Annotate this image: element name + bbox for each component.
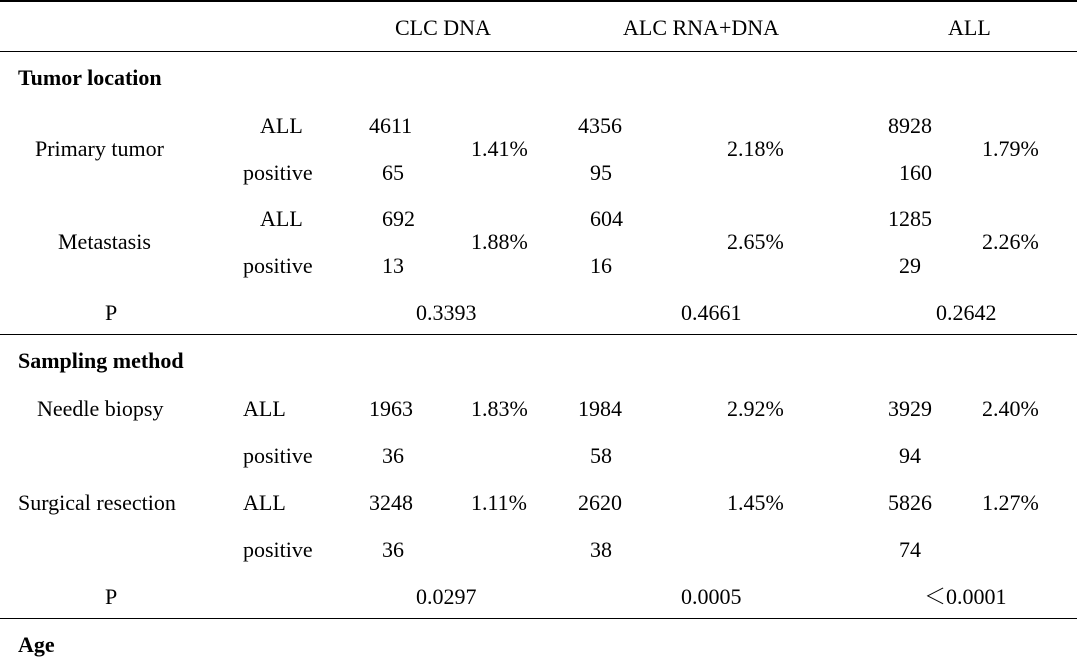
- alc-percent: 1.45%: [727, 490, 784, 515]
- all-count: 8928: [888, 113, 932, 138]
- group-label-needle-biopsy: Needle biopsy: [37, 396, 164, 421]
- clc-percent: 1.41%: [471, 136, 528, 161]
- row-type: positive: [243, 160, 313, 185]
- p-value-alc: 0.0005: [681, 584, 742, 609]
- group-label-primary-tumor: Primary tumor: [35, 136, 164, 161]
- p-value-clc: 0.3393: [416, 300, 477, 325]
- alc-count: 604: [590, 206, 623, 231]
- all-percent: 1.79%: [982, 136, 1039, 161]
- alc-percent: 2.92%: [727, 396, 784, 421]
- alc-count: 2620: [578, 490, 622, 515]
- section-title-tumor-location: Tumor location: [18, 65, 162, 90]
- clc-count: 692: [382, 206, 415, 231]
- row-type: ALL: [243, 490, 286, 515]
- all-count: 160: [899, 160, 932, 185]
- all-count: 74: [899, 537, 921, 562]
- alc-count: 95: [590, 160, 612, 185]
- header-clc-dna: CLC DNA: [395, 15, 491, 40]
- all-count: 29: [899, 253, 921, 278]
- alc-percent: 2.65%: [727, 229, 784, 254]
- row-type: positive: [243, 443, 313, 468]
- clc-percent: 1.88%: [471, 229, 528, 254]
- clc-count: 36: [382, 443, 404, 468]
- clc-count: 4611: [369, 113, 413, 138]
- row-type: ALL: [260, 113, 303, 138]
- row-type: ALL: [260, 206, 303, 231]
- alc-count: 4356: [578, 113, 622, 138]
- all-count: 1285: [888, 206, 932, 231]
- group-label-metastasis: Metastasis: [58, 229, 151, 254]
- p-label: P: [105, 300, 118, 325]
- section-rule-2: [0, 618, 1077, 619]
- alc-count: 38: [590, 537, 612, 562]
- section-rule-1: [0, 334, 1077, 335]
- clc-percent: 1.11%: [471, 490, 528, 515]
- row-type: positive: [243, 253, 313, 278]
- group-label-surgical-resection: Surgical resection: [18, 490, 176, 515]
- p-value-clc: 0.0297: [416, 584, 477, 609]
- all-percent: 1.27%: [982, 490, 1039, 515]
- top-rule: [0, 0, 1077, 2]
- all-percent: 2.40%: [982, 396, 1039, 421]
- header-rule: [0, 51, 1077, 52]
- alc-count: 58: [590, 443, 612, 468]
- all-count: 5826: [888, 490, 932, 515]
- clc-count: 65: [382, 160, 404, 185]
- all-percent: 2.26%: [982, 229, 1039, 254]
- p-value-all: 0.2642: [936, 300, 997, 325]
- alc-percent: 2.18%: [727, 136, 784, 161]
- clc-percent: 1.83%: [471, 396, 528, 421]
- all-count: 94: [899, 443, 921, 468]
- header-alc-rna-dna: ALC RNA+DNA: [623, 15, 780, 40]
- clc-count: 36: [382, 537, 404, 562]
- alc-count: 1984: [578, 396, 622, 421]
- p-label: P: [105, 584, 118, 609]
- p-value-all: ＜0.0001: [924, 584, 1007, 609]
- p-value-alc: 0.4661: [681, 300, 742, 325]
- clc-count: 13: [382, 253, 404, 278]
- clc-count: 1963: [369, 396, 413, 421]
- all-count: 3929: [888, 396, 932, 421]
- clc-count: 3248: [369, 490, 413, 515]
- row-type: positive: [243, 537, 313, 562]
- section-title-sampling-method: Sampling method: [18, 348, 184, 373]
- alc-count: 16: [590, 253, 612, 278]
- header-all: ALL: [948, 15, 991, 40]
- section-title-age: Age: [18, 632, 55, 657]
- row-type: ALL: [243, 396, 286, 421]
